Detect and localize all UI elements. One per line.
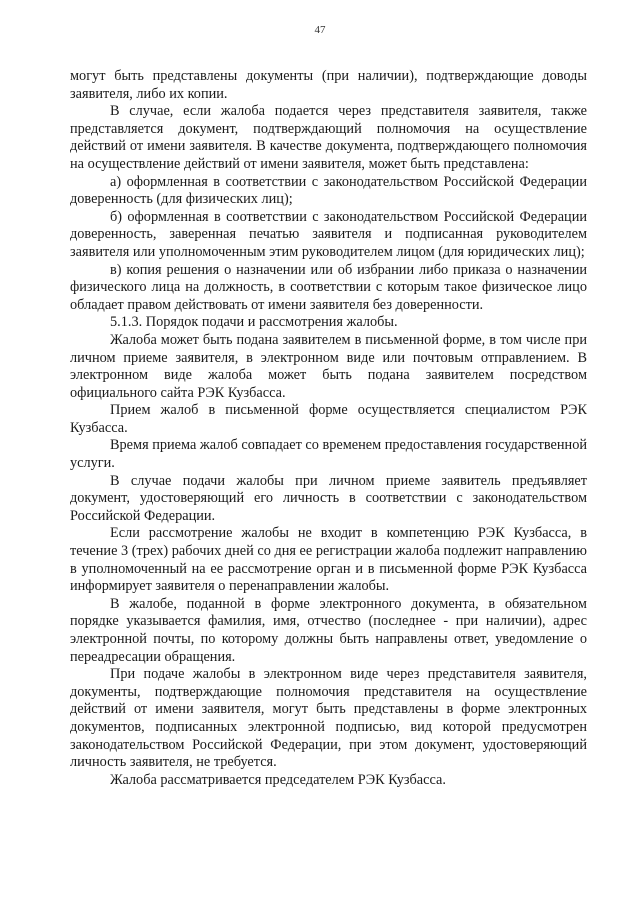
- list-item-b: б) оформленная в соответствии с законодательством Российской Федерации доверенность, заверенная печатью заявителя и подписанная руководителем заявителя или уполномоченным этим руководителем лицом (для юридических лиц);: [70, 208, 587, 260]
- section-heading-5-1-3: 5.1.3. Порядок подачи и рассмотрения жалобы.: [110, 314, 398, 331]
- page-number: 47: [314, 24, 326, 36]
- paragraph-submission-methods: Жалоба может быть подана заявителем в письменной форме, в том числе при личном приеме заявителя, в электронном виде или почтовым отправлением. В электронном виде жалоба может быть подана заявителем посредством официального сайта РЭК Кузбасса.: [70, 331, 587, 401]
- paragraph-electronic-representative: При подаче жалобы в электронном виде через представителя заявителя, документы, подтверждающие полномочия представителя на осуществление действий от имени заявителя, могут быть представлены в форме электронных документов, подписанных электронной подписью, вид которой предусмотрен законодательством Российской Федерации, при этом документ, удостоверяющий личность заявителя, не требуется.: [70, 666, 587, 771]
- list-item-a: а) оформленная в соответствии с законодательством Российской Федерации доверенность (для физических лиц);: [70, 173, 587, 208]
- paragraph-written-intake: Прием жалоб в письменной форме осуществляется специалистом РЭК Кузбасса.: [70, 402, 587, 436]
- list-item-c: в) копия решения о назначении или об избрании либо приказа о назначении физического лица на должность, в соответствии с которым такое физическое лицо обладает правом действовать от имени заявителя без доверенности.: [70, 261, 587, 313]
- paragraph-intake-hours: Время приема жалоб совпадает со временем предоставления государственной услуги.: [70, 437, 587, 472]
- paragraph-representative: В случае, если жалоба подается через представителя заявителя, также представляется документ, подтверждающий полномочия на осуществление действий от имени заявителя. В качестве документа, подтверждающего полномочия на осуществление действий от имени заявителя, может быть представлена:: [70, 103, 587, 172]
- document-body: [70, 68, 587, 789]
- paragraph-electronic-requirements: В жалобе, поданной в форме электронного документа, в обязательном порядке указывается фамилия, имя, отчество (последнее - при наличии), адрес электронной почты, по которому должны быть направлены ответ, уведомление о переадресации обращения.: [70, 595, 587, 665]
- paragraph-reviewer: Жалоба рассматривается председателем РЭК Кузбасса.: [110, 771, 446, 788]
- paragraph-redirection: Если рассмотрение жалобы не входит в компетенцию РЭК Кузбасса, в течение 3 (трех) рабочих дней со дня ее регистрации жалоба подлежит направлению в уполномоченный на ее рассмотрение орган и в письменной форме РЭК Кузбасса информирует заявителя о перенаправлении жалобы.: [70, 525, 587, 595]
- paragraph-personal-intake: В случае подачи жалобы при личном приеме заявитель предъявляет документ, удостоверяющий его личность в соответствии с законодательством Российской Федерации.: [70, 472, 587, 524]
- paragraph-continuation: могут быть представлены документы (при наличии), подтверждающие доводы заявителя, либо их копии.: [70, 68, 587, 102]
